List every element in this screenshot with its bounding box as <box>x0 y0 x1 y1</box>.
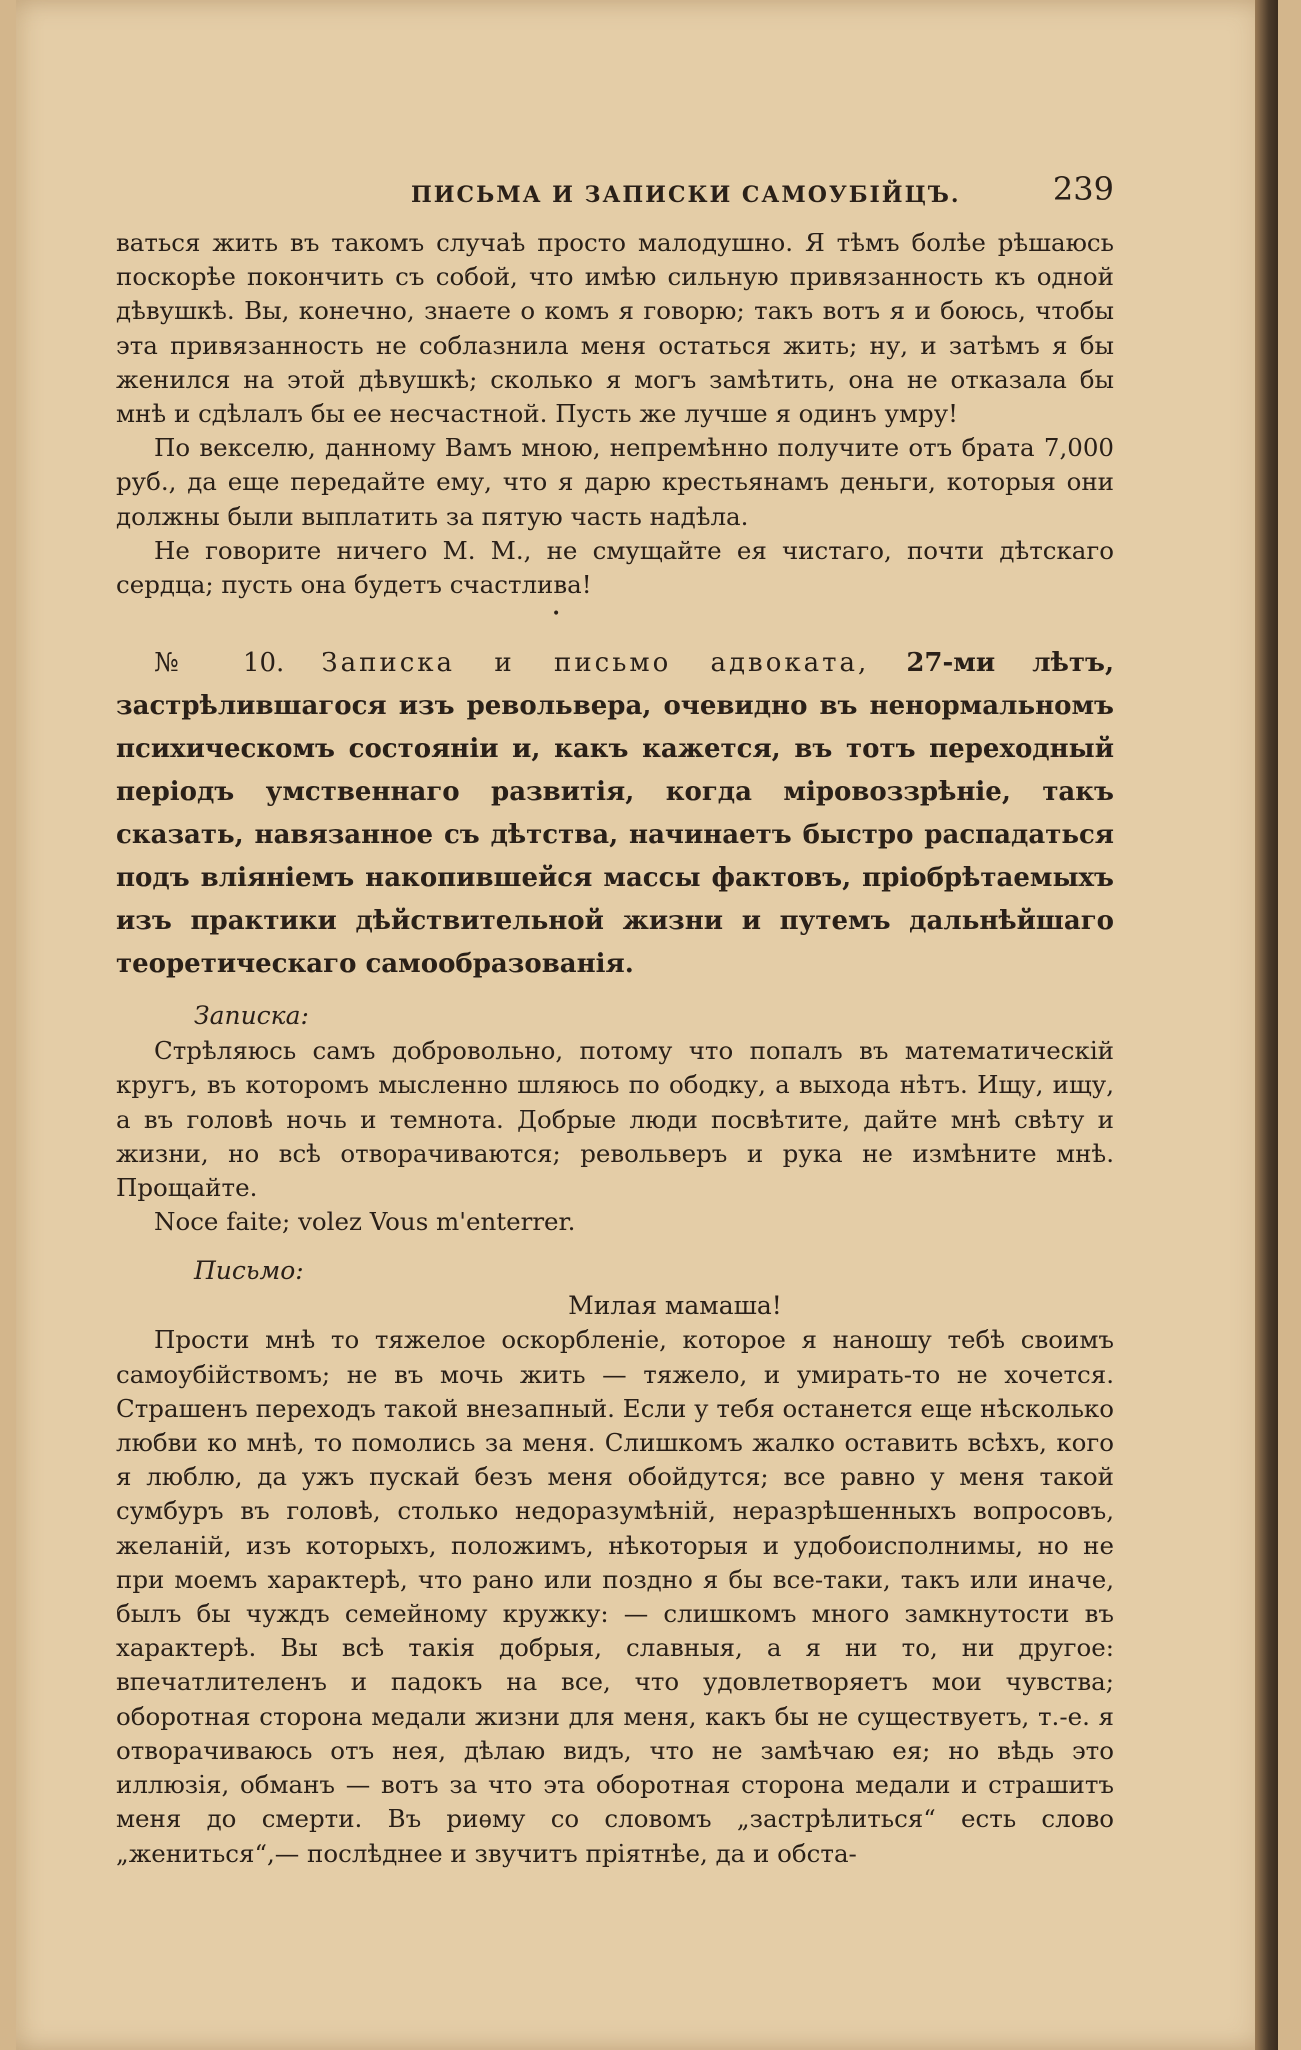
note-text: Стрѣляюсь самъ добровольно, потому что попалъ въ математическій кругъ, въ которомъ мысленно шляюсь по ободку, а выхода нѣтъ. Ищу, ищу, а въ головѣ ночь и темнота. Добрые люди посвѣтите, дайте мнѣ свѣту и жизни, но всѣ отворачиваются; револьверъ и рука не измѣните мнѣ. Прощайте. <box>116 1036 1114 1203</box>
text-block <box>116 170 1114 1871</box>
running-head <box>116 170 1114 216</box>
book-spine-shadow <box>1255 0 1278 2050</box>
note-french-line: Noce faite; volez Vous m'enterrer. <box>154 1207 576 1237</box>
note-label: Записка: <box>194 1001 309 1031</box>
letter-label: Письмо: <box>194 1256 304 1286</box>
book-page <box>16 0 1278 2050</box>
letter-salutation: Милая мамаша! <box>568 1291 782 1321</box>
section-lead: Записка и письмо адвоката, <box>321 648 870 679</box>
intro-paragraph-1: ваться жить въ такомъ случаѣ просто малодушно. Я тѣмъ болѣе рѣшаюсь поскорѣе покончить съ собой, что имѣю сильную привязанность къ одной дѣвушкѣ. Вы, конечно, знаете о комъ я говорю; такъ вотъ я и боюсь, чтобы эта привязанность не соблазнила меня остаться жить; ну, и затѣмъ я бы женился на этой дѣвушкѣ; сколько я могъ замѣтить, она не отказала бы мнѣ и сдѣлалъ бы ее несчастной. Пусть же лучше я одинъ умру! <box>116 228 1114 429</box>
section-description: 27-ми лѣтъ, застрѣлившагося изъ револьвера, очевидно въ ненормальномъ психическомъ состояніи и, какъ кажется, въ тотъ переходный періодъ умственнаго развитія, когда міровоззрѣніе, такъ сказать, навязанное съ дѣтства, начинаетъ быстро распадаться подъ вліяніемъ накопившейся массы фактовъ, пріобрѣтаемыхъ изъ практики дѣйствительной жизни и путемъ дальнѣйшаго теоретическаго самообразованія. <box>116 648 1114 980</box>
section-number: № 10. <box>154 648 285 679</box>
section-separator <box>116 602 1114 632</box>
letter-text: Прости мнѣ то тяжелое оскорбленіе, которое я наношу тебѣ своимъ самоубійствомъ; не въ мочь жить — тяжело, и умирать-то не хочется. Страшенъ переходъ такой внезапный. Если у тебя останется еще нѣсколько любви ко мнѣ, то помолись за меня. Слишкомъ жалко оставить всѣхъ, кого я люблю, да ужъ пускай безъ меня обойдутся; все равно у меня такой сумбуръ въ головѣ, столько недоразумѣній, неразрѣшенныхъ вопросовъ, желаній, изъ которыхъ, положимъ, нѣкоторыя и удобоисполнимы, но не при моемъ характерѣ, что рано или поздно я бы все-таки, такъ или иначе, былъ бы чуждъ семейному кружку: — слишкомъ много замкнутости въ характерѣ. Вы всѣ такія добрыя, славныя, а я ни то, ни другое: впечатлителенъ и падокъ на все, что удовлетворяетъ мои чувства; оборотная сторона медали жизни для меня, какъ бы не существуетъ, т.-е. я отворачиваюсь отъ нея, дѣлаю видъ, что не замѣчаю ея; но вѣдь это иллюзія, обманъ — вотъ за что эта оборотная сторона медали и страшитъ меня до смерти. Въ риѳму со словомъ „застрѣлиться“ есть слово „жениться“,— послѣднее и звучитъ пріятнѣе, да и обста- <box>116 1325 1114 1868</box>
separator-mark: • <box>552 606 561 623</box>
running-title: ПИСЬМА И ЗАПИСКИ САМОУБІЙЦЪ. <box>411 182 961 208</box>
section-heading <box>116 642 1114 986</box>
page-number: 239 <box>1052 170 1114 208</box>
intro-paragraph-2: По векселю, данному Вамъ мною, непремѣнно получите отъ брата 7,000 руб., да еще передайте ему, что я дарю крестьянамъ деньги, которыя они должны были выплатить за пятую часть надѣла. <box>116 433 1114 531</box>
intro-paragraph-3: Не говорите ничего М. М., не смущайте ея чистаго, почти дѣтскаго сердца; пусть она будетъ счастлива! <box>116 535 1114 600</box>
